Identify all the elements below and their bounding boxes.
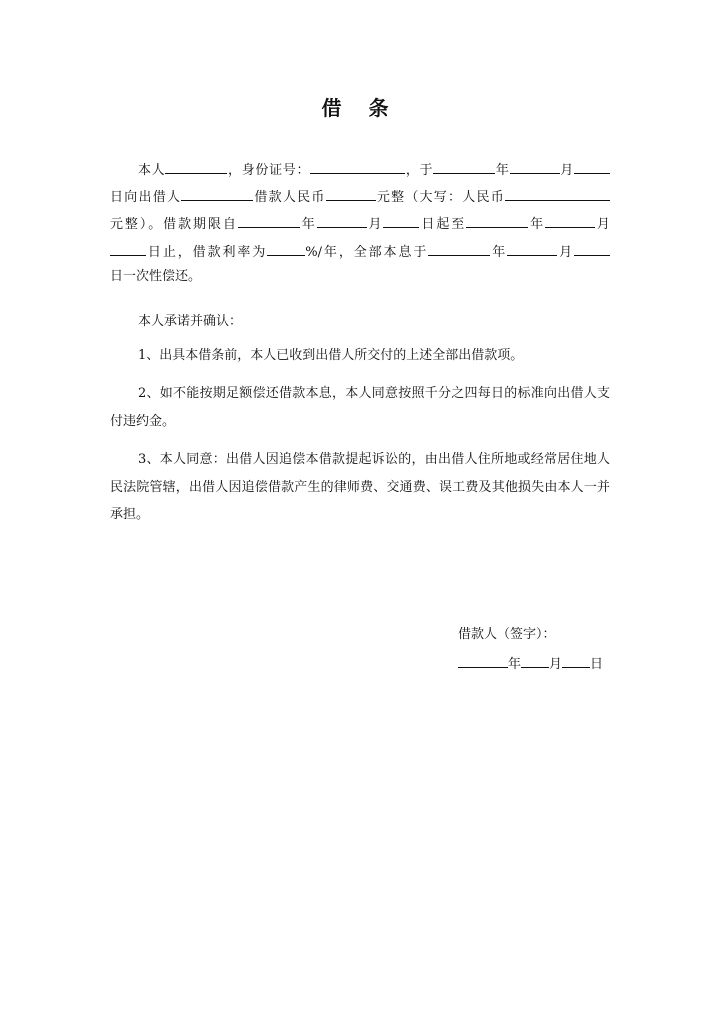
text: 元整（大写：人民币 bbox=[375, 190, 505, 205]
confirm-heading: 本人承诺并确认： bbox=[138, 314, 243, 329]
confirm-item-2: 2、如不能按期足额偿还借款本息，本人同意按照千分之四每日的标准向出借人支付违约金。 bbox=[110, 386, 610, 429]
sign-day-blank[interactable] bbox=[562, 653, 590, 668]
text: 借款人民币 bbox=[253, 190, 326, 205]
text: %/年，全部本息于 bbox=[305, 245, 429, 260]
text: 元整）。借款期限自 bbox=[110, 217, 238, 232]
text: 日 bbox=[590, 657, 604, 672]
text: 月 bbox=[549, 657, 563, 672]
body-line-2 bbox=[110, 186, 610, 204]
body-line-5: 日一次性偿还。 bbox=[110, 269, 202, 284]
document-title: 借 条 bbox=[321, 96, 399, 120]
text: 日向出借人 bbox=[110, 190, 182, 205]
repay-month-blank[interactable] bbox=[507, 241, 557, 256]
start-year-blank[interactable] bbox=[238, 213, 300, 228]
start-day-blank[interactable] bbox=[383, 213, 419, 228]
text: 年 bbox=[490, 245, 508, 260]
repay-day-blank[interactable] bbox=[574, 241, 610, 256]
text: 日止，借款利率为 bbox=[146, 245, 268, 260]
amount-uppercase-blank[interactable] bbox=[505, 186, 610, 201]
sign-year-blank[interactable] bbox=[458, 653, 508, 668]
text: 本人 bbox=[138, 163, 166, 178]
loan-day-blank[interactable] bbox=[574, 159, 610, 174]
end-day-blank[interactable] bbox=[110, 241, 146, 256]
body-line-4 bbox=[110, 241, 610, 259]
text: 年 bbox=[299, 217, 317, 232]
text: 月 bbox=[366, 217, 384, 232]
id-number-blank[interactable] bbox=[310, 159, 405, 174]
text: 日起至 bbox=[419, 217, 467, 232]
signature-date bbox=[458, 653, 603, 672]
sign-month-blank[interactable] bbox=[521, 653, 549, 668]
text: 年 bbox=[508, 657, 522, 672]
borrower-name-blank[interactable] bbox=[165, 159, 227, 174]
body-line-1 bbox=[110, 159, 610, 177]
loan-month-blank[interactable] bbox=[510, 159, 560, 174]
text: 年 bbox=[495, 163, 510, 178]
text: 月 bbox=[595, 217, 610, 232]
amount-blank[interactable] bbox=[326, 186, 376, 201]
confirm-item-1: 1、出具本借条前，本人已收到出借人所交付的上述全部出借款项。 bbox=[138, 348, 524, 363]
text: ，于 bbox=[405, 163, 434, 178]
body-line-3 bbox=[110, 213, 610, 231]
repay-year-blank[interactable] bbox=[428, 241, 490, 256]
start-month-blank[interactable] bbox=[317, 213, 367, 228]
interest-rate-blank[interactable] bbox=[267, 241, 305, 256]
text: 月 bbox=[559, 163, 574, 178]
confirm-item-3: 3、本人同意：出借人因追偿本借款提起诉讼的，由出借人住所地或经常居住地人民法院管辖，出借人因追偿借款产生的律师费、交通费、误工费及其他损失由本人一并承担。 bbox=[110, 452, 610, 522]
text: 月 bbox=[557, 245, 574, 260]
end-month-blank[interactable] bbox=[545, 213, 595, 228]
lender-name-blank[interactable] bbox=[181, 186, 253, 201]
loan-year-blank[interactable] bbox=[433, 159, 495, 174]
signature-label: 借款人（签字）： bbox=[458, 627, 556, 642]
text: ，身份证号： bbox=[227, 163, 311, 178]
end-year-blank[interactable] bbox=[466, 213, 528, 228]
text: 年 bbox=[528, 217, 546, 232]
